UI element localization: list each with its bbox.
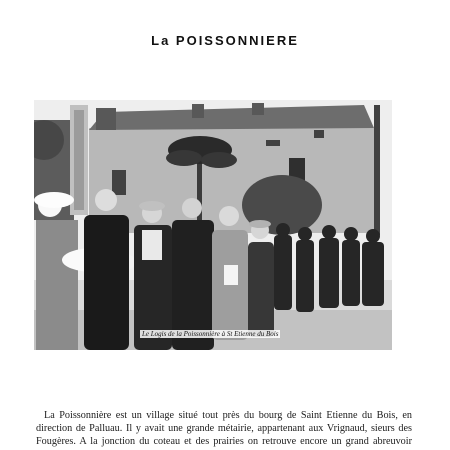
historic-photo [34, 100, 392, 350]
body-line: direction de Palluau. Il y avait une grande métairie, appartenant aux Vrignaud, sieurs des [36, 423, 412, 434]
body-line: Fougères. A la jonction du coteau et des prairies on retrouve encore un grand abreuvoir [36, 436, 412, 447]
photo-caption: Le Logis de la Poissonnière à St Etienne du Bois [142, 330, 279, 338]
photo-illustration [34, 100, 392, 350]
body-paragraph [36, 409, 412, 448]
page-title: La POISSONNIERE [151, 33, 299, 48]
body-line: La Poissonnière est un village situé tout près du bourg de Saint Etienne du Bois, en [44, 410, 412, 421]
